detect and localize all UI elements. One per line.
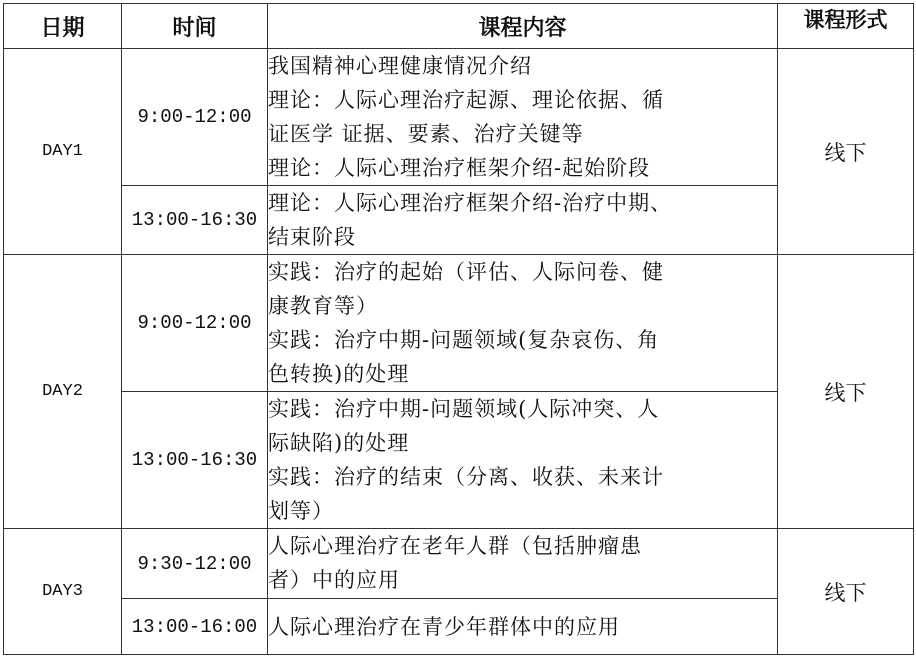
content-line: 理论：人际心理治疗框架介绍-治疗中期、 — [268, 191, 673, 215]
content-line: 实践：治疗中期-问题领域(人际冲突、人 — [268, 397, 660, 421]
content-line: 色转换)的处理 — [268, 362, 410, 386]
content-line: 康教育等） — [268, 294, 378, 318]
content-line: 理论：人际心理治疗起源、理论依据、循 — [268, 88, 664, 112]
table-row — [4, 392, 914, 529]
session-time: 9:30-12:00 — [122, 529, 268, 599]
header-content: 课程内容 — [268, 4, 778, 49]
session-time: 9:00-12:00 — [122, 255, 268, 392]
content-line: 证医学 证据、要素、治疗关键等 — [268, 122, 584, 146]
session-time: 9:00-12:00 — [122, 49, 268, 186]
table-row — [4, 49, 914, 186]
session-time: 13:00-16:30 — [122, 186, 268, 255]
header-time: 时间 — [122, 4, 268, 49]
session-content — [268, 49, 778, 186]
table-row — [4, 186, 914, 255]
course-mode: 线下 — [778, 529, 914, 655]
session-content — [268, 529, 778, 599]
content-line: 结束阶段 — [268, 225, 356, 249]
header-row — [4, 4, 914, 49]
table-row — [4, 529, 914, 599]
session-content — [268, 186, 778, 255]
course-mode: 线下 — [778, 49, 914, 255]
content-line: 实践：治疗中期-问题领域(复杂哀伤、角 — [268, 328, 660, 352]
content-line: 人际心理治疗在青少年群体中的应用 — [268, 614, 620, 639]
session-content — [268, 392, 778, 529]
table-row — [4, 255, 914, 392]
table-row — [4, 599, 914, 655]
day-label: DAY3 — [4, 529, 122, 655]
session-content — [268, 255, 778, 392]
header-mode: 课程形式 — [778, 4, 914, 49]
course-schedule-table — [3, 3, 914, 655]
session-time: 13:00-16:30 — [122, 392, 268, 529]
content-line: 人际心理治疗在老年人群（包括肿瘤患 — [268, 534, 642, 558]
content-line: 理论：人际心理治疗框架介绍-起始阶段 — [268, 156, 651, 180]
content-line: 际缺陷)的处理 — [268, 431, 410, 455]
content-line: 者）中的应用 — [268, 568, 400, 592]
day-label: DAY2 — [4, 255, 122, 529]
day-label: DAY1 — [4, 49, 122, 255]
session-time: 13:00-16:00 — [122, 599, 268, 655]
content-line: 实践：治疗的起始（评估、人际问卷、健 — [268, 260, 664, 284]
content-line: 实践：治疗的结束（分离、收获、未来计 — [268, 465, 664, 489]
content-line: 我国精神心理健康情况介绍 — [268, 54, 532, 78]
content-line: 划等） — [268, 499, 334, 523]
course-mode: 线下 — [778, 255, 914, 529]
session-content — [268, 599, 778, 655]
header-date: 日期 — [4, 4, 122, 49]
